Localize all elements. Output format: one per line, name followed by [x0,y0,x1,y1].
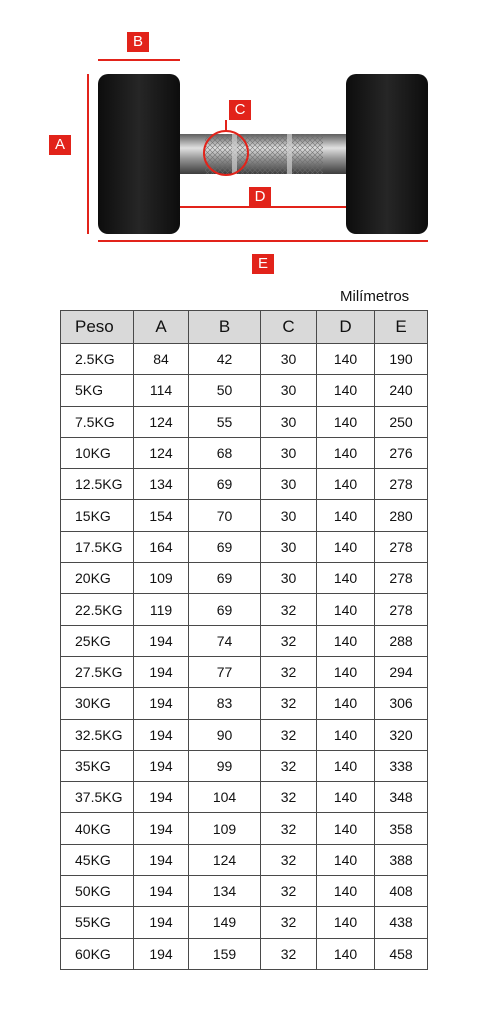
cell-c: 30 [261,437,317,468]
cell-a: 194 [134,938,189,969]
cell-weight: 40KG [61,813,134,844]
cell-c: 30 [261,344,317,375]
dimension-b-label: B [127,32,149,52]
table-row [61,594,428,625]
cell-c: 32 [261,656,317,687]
right-plate [346,74,428,234]
table-row [61,938,428,969]
cell-weight: 10KG [61,437,134,468]
cell-a: 114 [134,375,189,406]
cell-b: 83 [189,688,261,719]
cell-a: 124 [134,437,189,468]
cell-c: 32 [261,813,317,844]
cell-d: 140 [317,406,375,437]
cell-c: 32 [261,938,317,969]
cell-c: 32 [261,844,317,875]
cell-b: 109 [189,813,261,844]
cell-c: 32 [261,688,317,719]
header-a: A [134,311,189,344]
cell-e: 388 [375,844,428,875]
dimension-e-label: E [252,254,274,274]
cell-e: 278 [375,531,428,562]
cell-a: 194 [134,907,189,938]
cell-c: 32 [261,594,317,625]
cell-e: 458 [375,938,428,969]
table-row [61,876,428,907]
cell-b: 69 [189,531,261,562]
cell-e: 278 [375,594,428,625]
cell-a: 194 [134,688,189,719]
cell-e: 438 [375,907,428,938]
table-row [61,750,428,781]
dimension-c-label: C [229,100,251,120]
cell-e: 306 [375,688,428,719]
header-c: C [261,311,317,344]
cell-weight: 17.5KG [61,531,134,562]
cell-b: 69 [189,563,261,594]
cell-d: 140 [317,344,375,375]
cell-weight: 20KG [61,563,134,594]
size-table [60,310,428,970]
cell-a: 194 [134,750,189,781]
cell-d: 140 [317,844,375,875]
cell-a: 124 [134,406,189,437]
cell-e: 278 [375,563,428,594]
cell-b: 149 [189,907,261,938]
table-row [61,437,428,468]
cell-a: 194 [134,813,189,844]
dumbbell-diagram [0,0,487,285]
cell-d: 140 [317,688,375,719]
table-row [61,375,428,406]
cell-e: 320 [375,719,428,750]
table-row [61,688,428,719]
cell-d: 140 [317,750,375,781]
cell-b: 68 [189,437,261,468]
cell-weight: 25KG [61,625,134,656]
dimension-a-label: A [49,135,71,155]
cell-c: 32 [261,719,317,750]
cell-b: 124 [189,844,261,875]
cell-a: 194 [134,876,189,907]
cell-e: 240 [375,375,428,406]
cell-e: 250 [375,406,428,437]
table-row [61,719,428,750]
cell-a: 119 [134,594,189,625]
cell-weight: 60KG [61,938,134,969]
cell-weight: 55KG [61,907,134,938]
cell-b: 104 [189,782,261,813]
cell-c: 30 [261,500,317,531]
cell-weight: 30KG [61,688,134,719]
table-row [61,813,428,844]
table-body [61,344,428,970]
cell-a: 194 [134,625,189,656]
cell-d: 140 [317,375,375,406]
cell-weight: 45KG [61,844,134,875]
handle-knurling [205,134,323,174]
table-row [61,782,428,813]
cell-b: 90 [189,719,261,750]
units-label: Milímetros [340,288,410,305]
cell-b: 159 [189,938,261,969]
cell-c: 32 [261,876,317,907]
cell-a: 194 [134,844,189,875]
table-row [61,500,428,531]
cell-a: 164 [134,531,189,562]
cell-c: 30 [261,406,317,437]
cell-c: 30 [261,531,317,562]
cell-d: 140 [317,938,375,969]
cell-a: 109 [134,563,189,594]
cell-weight: 37.5KG [61,782,134,813]
cell-e: 288 [375,625,428,656]
table-row [61,907,428,938]
dimension-d-label: D [249,187,271,207]
cell-weight: 50KG [61,876,134,907]
left-plate [98,74,180,234]
cell-b: 50 [189,375,261,406]
table-row [61,469,428,500]
cell-d: 140 [317,876,375,907]
cell-e: 294 [375,656,428,687]
cell-a: 194 [134,719,189,750]
cell-weight: 27.5KG [61,656,134,687]
cell-c: 30 [261,563,317,594]
header-e: E [375,311,428,344]
cell-d: 140 [317,719,375,750]
table-row [61,406,428,437]
cell-e: 278 [375,469,428,500]
cell-b: 69 [189,594,261,625]
cell-weight: 12.5KG [61,469,134,500]
cell-weight: 7.5KG [61,406,134,437]
cell-b: 99 [189,750,261,781]
cell-e: 338 [375,750,428,781]
cell-c: 32 [261,907,317,938]
cell-b: 70 [189,500,261,531]
cell-c: 32 [261,625,317,656]
table-row [61,344,428,375]
size-table-container [60,310,428,970]
cell-weight: 2.5KG [61,344,134,375]
cell-d: 140 [317,563,375,594]
table-row [61,844,428,875]
cell-b: 77 [189,656,261,687]
cell-e: 408 [375,876,428,907]
cell-weight: 22.5KG [61,594,134,625]
table-row [61,563,428,594]
table-row [61,531,428,562]
cell-e: 280 [375,500,428,531]
cell-weight: 32.5KG [61,719,134,750]
cell-c: 30 [261,375,317,406]
table-row [61,625,428,656]
cell-d: 140 [317,594,375,625]
header-d: D [317,311,375,344]
cell-a: 134 [134,469,189,500]
cell-a: 194 [134,782,189,813]
cell-weight: 35KG [61,750,134,781]
cell-c: 30 [261,469,317,500]
header-b: B [189,311,261,344]
cell-b: 55 [189,406,261,437]
cell-d: 140 [317,813,375,844]
cell-e: 276 [375,437,428,468]
cell-e: 190 [375,344,428,375]
cell-d: 140 [317,625,375,656]
cell-a: 194 [134,656,189,687]
cell-weight: 5KG [61,375,134,406]
table-row [61,656,428,687]
cell-d: 140 [317,782,375,813]
cell-b: 134 [189,876,261,907]
cell-d: 140 [317,656,375,687]
cell-d: 140 [317,500,375,531]
dumbbell-drawing [0,0,487,285]
cell-d: 140 [317,469,375,500]
cell-e: 358 [375,813,428,844]
cell-d: 140 [317,907,375,938]
table-header-row [61,311,428,344]
cell-b: 74 [189,625,261,656]
cell-weight: 15KG [61,500,134,531]
cell-c: 32 [261,782,317,813]
cell-a: 84 [134,344,189,375]
cell-d: 140 [317,437,375,468]
cell-e: 348 [375,782,428,813]
header-peso: Peso [61,311,134,344]
cell-b: 69 [189,469,261,500]
cell-a: 154 [134,500,189,531]
cell-c: 32 [261,750,317,781]
cell-b: 42 [189,344,261,375]
cell-d: 140 [317,531,375,562]
